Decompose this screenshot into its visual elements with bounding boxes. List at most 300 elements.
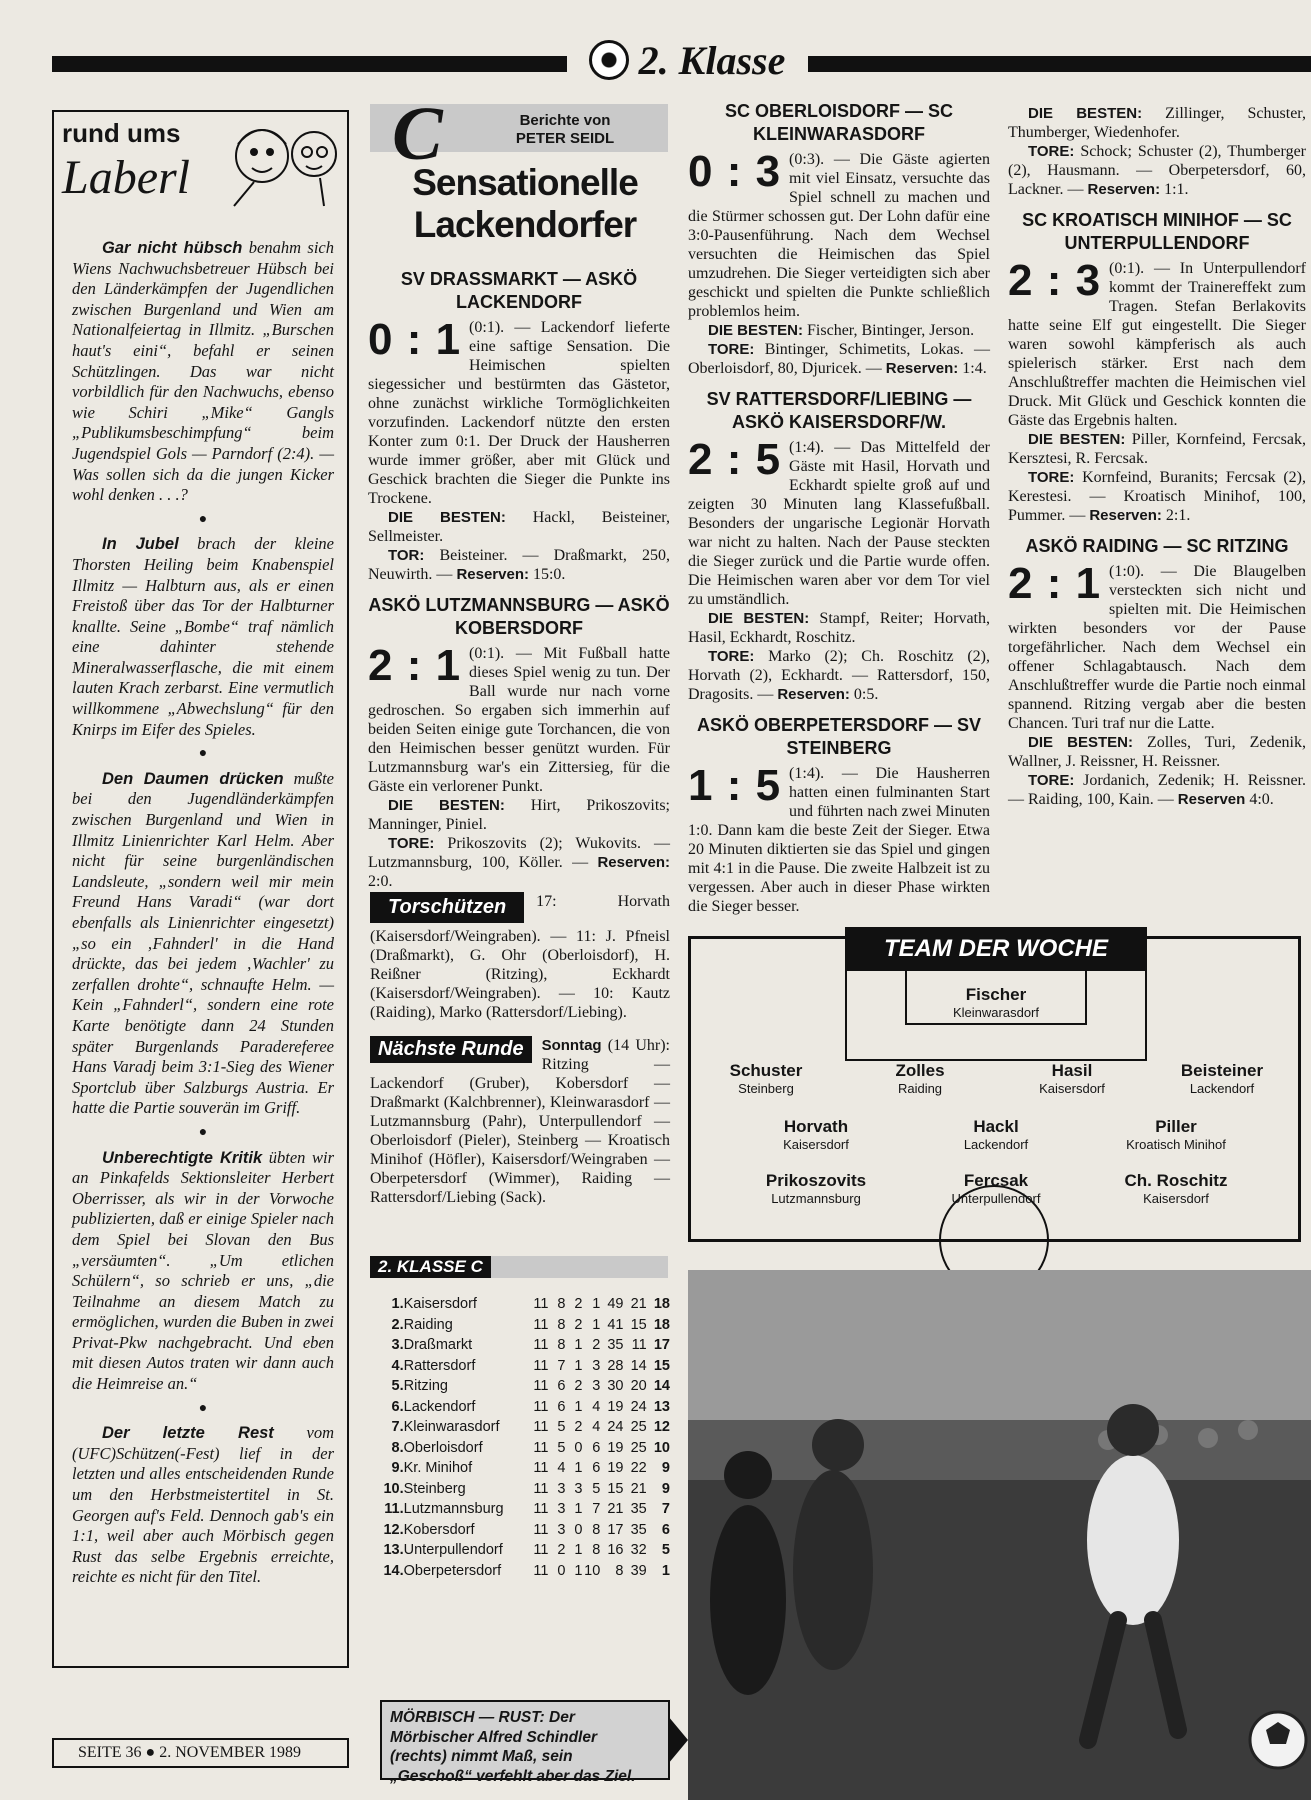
table-title: 2. KLASSE C	[370, 1256, 491, 1278]
goals-text: Marko (2); Ch. Roschitz (2), Horvath (2), Eckhardt. — Rattersdorf, 150, Dragosits. —	[688, 648, 990, 703]
sidebar-body: benahm sich Wiens Nachwuchsbetreuer Hübsch bei den Länderkämpfen der Jugendlichen zwischen Burgenland und Wien am Nationalfeiertag in Illmitz. „Burschen haut's eini“, befahl er seinen Schützlingen. Das war nicht vorbildlich für den Nachwuchs, ebenso wie Schiri „Mike“ Gangls „Publikumsbeschimpfung“ beim Jugendspiel Gols — Parndorf (2:4). — Was sollen sich da die jungen Kicker wohl denken . . .?	[72, 238, 334, 505]
table-row	[380, 1417, 670, 1438]
table-cell: 14	[630, 1357, 647, 1374]
table-cell: 7	[592, 1501, 601, 1518]
best-text: Stampf, Reiter; Horvath, Hasil, Eckhardt, Roschitz.	[688, 610, 991, 646]
best-label: DIE BESTEN:	[1028, 734, 1133, 751]
table-cell: 6	[557, 1398, 566, 1415]
player-club: Kleinwarasdorf	[953, 1005, 1039, 1020]
bullet-icon: ●	[198, 746, 208, 762]
best-label: DIE BESTEN:	[388, 509, 506, 526]
player-club: Lackendorf	[963, 1137, 1029, 1152]
table-cell: 5	[557, 1419, 566, 1436]
table-row	[380, 1458, 670, 1479]
table-cell: 3	[557, 1521, 566, 1538]
table-cell: 7	[661, 1501, 670, 1518]
match-title: SC OBERLOISDORF — SC KLEINWARASDORF	[724, 101, 953, 144]
goals-label: TORE:	[1028, 143, 1075, 160]
player-name: Hackl	[973, 1117, 1019, 1136]
goals-label: TOR:	[388, 547, 425, 564]
sidebar-body: mußte bei den Jugendländerkämpfen zwischen Burgenland und Wien in Illmitz Linienrichter Karl Helm. Aber nicht für seine burgenländischen Landsleute, „sondern weil mir mein Freund Hans Varadi“ (war dort ebenfalls als Linienrichter eingesetzt) „so ein ‚Fahnderl' in die Hand drückte, das bei jedem ‚Wachler' zu zerfallen drohte“, schnaufte Helm. — Kein „Fahnderl“, sondern eine rote Karte benötigte dann 24 Stunden später Burgenlands Paradereferee Hans Varadj beim 3:1-Sieg des Wiener Sportclub über Salzburgs Austria. Er hatte die Partie souverän im Griff.	[72, 768, 335, 1118]
table-cell: 5	[557, 1439, 566, 1456]
table-cell: 11.	[384, 1501, 404, 1518]
table-cell: 13	[653, 1398, 670, 1415]
headline: Sensationelle Lackendorfer	[412, 162, 638, 245]
table-row	[380, 1315, 670, 1336]
team-name-cell: Oberloisdorf	[403, 1439, 483, 1456]
best-label: DIE BESTEN:	[1028, 431, 1126, 448]
table-cell: 3	[574, 1480, 583, 1497]
goals-text: Schock; Schuster (2), Thumberger (2), Hausmann. — Oberpetersdorf, 60, Lackner. —	[1008, 143, 1306, 198]
table-row	[380, 1356, 670, 1377]
caption-box	[380, 1700, 670, 1785]
table-cell: 2	[574, 1378, 583, 1395]
sidebar-body: vom (UFC)Schützen(-Fest) lief in der letzten und alles entscheidenden Runde um den Herbstmeistertitel in St. Georgen auf's Feld. Dennoch gab's ein 1:1, weil aber auch Mörbisch gegen Rust das selbe Ergebnis erreichte, reichte es nicht für den Titel.	[72, 1423, 334, 1587]
player-name: Horvath	[783, 1117, 849, 1136]
sidebar-paragraph	[72, 1423, 334, 1588]
table-cell: 1	[574, 1337, 583, 1354]
team-of-week	[688, 936, 1301, 1242]
table-cell: 11	[533, 1439, 549, 1456]
goals-text: Bintinger, Schimetits, Lokas. — Oberloisdorf, 80, Djuricek. —	[688, 341, 990, 377]
best-text: Fischer, Bintinger, Jerson.	[803, 322, 975, 339]
table-cell: 13.	[383, 1542, 404, 1559]
sidebar-paragraph	[72, 769, 334, 1119]
table-cell: 1	[574, 1501, 583, 1518]
best-label: DIE BESTEN:	[1028, 105, 1143, 122]
table-cell: 8	[592, 1542, 601, 1559]
table-cell: 10.	[383, 1480, 404, 1497]
goals-label: TORE:	[388, 835, 435, 852]
team-name-cell: Kaisersdorf	[403, 1296, 477, 1313]
reserves-text: 1:1.	[1160, 181, 1189, 198]
reserves-label: Reserven:	[1089, 507, 1162, 524]
table-cell: 11	[533, 1542, 549, 1559]
table-cell: 11	[533, 1501, 549, 1518]
match-report	[368, 315, 670, 508]
match-best	[368, 508, 670, 546]
cartoon-faces-icon	[224, 116, 344, 208]
team-player	[741, 1117, 891, 1152]
player-club: Raiding	[897, 1081, 943, 1096]
match-goals	[1008, 468, 1306, 525]
reserves-text: 1:4.	[958, 360, 987, 377]
table-cell: 11	[533, 1480, 549, 1497]
reserves-text: 2:0.	[368, 873, 393, 890]
page-footer: SEITE 36 ● 2. NOVEMBER 1989	[52, 1738, 349, 1768]
table-cell: 17	[607, 1521, 624, 1538]
goals-text: Beisteiner. — Draßmarkt, 250, Neuwirth. —	[368, 547, 670, 583]
table-cell: 1	[574, 1562, 583, 1579]
sidebar-lead: Den Daumen drücken	[102, 769, 284, 788]
header-rule-right	[808, 56, 1311, 72]
table-cell: 8.	[391, 1439, 404, 1456]
player-club: Kaisersdorf	[783, 1137, 849, 1152]
table-row	[380, 1438, 670, 1459]
table-cell: 14.	[383, 1562, 404, 1579]
column-middle-top	[368, 262, 670, 891]
scorers-body: 17: Horvath (Kaisersdorf/Weingraben). — 11: J. Pfneisl (Draßmarkt), G. Ohr (Oberloisdorf), H. Reißner (Ritzing), Eckhardt (Kaisersdorf/Weingraben). — 10: Kautz (Raiding), Marko (Rattersdorf/Liebing).	[370, 893, 670, 1021]
match-title: SC KROATISCH MINIHOF — SC UNTERPULLENDORF	[1022, 210, 1292, 253]
reserves-label: Reserven:	[456, 566, 529, 583]
team-name-cell: Steinberg	[403, 1480, 466, 1497]
match-goals	[688, 647, 990, 704]
match-report	[1008, 559, 1306, 733]
table-cell: 3	[557, 1501, 566, 1518]
goals-text: Prikoszovits (2); Wukovits. — Lutzmannsburg, 100, Köller. —	[368, 835, 670, 871]
byline-author: PETER SEIDL	[515, 130, 615, 147]
team-name-cell: Unterpullendorf	[403, 1542, 503, 1559]
sidebar-paragraph	[72, 238, 334, 506]
scorers-text	[370, 892, 670, 1022]
table-cell: 11	[533, 1296, 549, 1313]
match-best	[368, 796, 670, 834]
table-cell: 6	[592, 1460, 601, 1477]
match-score: 2 : 1	[1008, 559, 1102, 608]
table-cell: 19	[607, 1460, 624, 1477]
table-cell: 35	[630, 1521, 647, 1538]
table-cell: 8	[615, 1562, 624, 1579]
table-cell: 1.	[391, 1296, 404, 1313]
table-row	[380, 1520, 670, 1541]
table-cell: 4	[592, 1398, 601, 1415]
match-report	[688, 147, 990, 321]
table-cell: 19	[607, 1398, 624, 1415]
reserves-label: Reserven:	[777, 686, 850, 703]
table-cell: 8	[592, 1521, 601, 1538]
table-cell: 11	[533, 1337, 549, 1354]
sidebar-lead: In Jubel	[102, 535, 179, 554]
table-cell: 24	[630, 1398, 647, 1415]
team-player	[1147, 1061, 1297, 1096]
match-title: SV RATTERSDORF/LIEBING — ASKÖ KAISERSDORF/W.	[706, 389, 972, 432]
reserves-text: 15:0.	[528, 566, 566, 583]
table-cell: 12.	[383, 1521, 404, 1538]
sidebar-lead: Der letzte Rest	[102, 1424, 274, 1443]
team-player	[921, 985, 1071, 1020]
table-row	[380, 1335, 670, 1356]
team-player	[691, 1061, 841, 1096]
table-cell: 3	[592, 1378, 601, 1395]
player-club: Unterpullendorf	[951, 1191, 1041, 1206]
match-title: SV DRASSMARKT — ASKÖ LACKENDORF	[400, 269, 638, 312]
sidebar-lead: Unberechtigte Kritik	[102, 1148, 263, 1167]
bullet-icon: ●	[198, 1400, 208, 1416]
match-title: ASKÖ OBERPETERSDORF — SV STEINBERG	[696, 715, 982, 758]
team-player	[845, 1061, 995, 1096]
table-cell: 1	[592, 1316, 601, 1333]
table-cell: 15	[607, 1480, 624, 1497]
table-cell: 16	[607, 1542, 624, 1559]
table-cell: 11	[533, 1562, 549, 1579]
table-row	[380, 1397, 670, 1418]
best-text: Zillinger, Schuster, Thumberger, Wiedenhofer.	[1008, 105, 1306, 141]
reserves-text: 4:0.	[1245, 791, 1274, 808]
table-cell: 1	[574, 1398, 583, 1415]
table-row	[380, 1499, 670, 1520]
initial-letter: C	[392, 92, 443, 176]
match-report	[1008, 256, 1306, 430]
table-cell: 2	[574, 1296, 583, 1313]
match-goals	[1008, 771, 1306, 809]
next-round-text	[370, 1036, 670, 1207]
goals-label: TORE:	[1028, 772, 1075, 789]
match-score: 2 : 3	[1008, 256, 1102, 305]
team-name-cell: Ritzing	[403, 1378, 448, 1395]
match-goals	[368, 834, 670, 891]
table-cell: 9	[661, 1480, 670, 1497]
match-best	[688, 321, 990, 340]
table-cell: 7.	[391, 1419, 404, 1436]
player-name: Schuster	[729, 1061, 803, 1080]
table-cell: 0	[574, 1439, 583, 1456]
match-best	[1008, 104, 1306, 142]
match-score: 2 : 5	[688, 435, 782, 484]
table-cell: 41	[607, 1316, 624, 1333]
player-name: Beisteiner	[1180, 1061, 1264, 1080]
team-player	[997, 1061, 1147, 1096]
table-cell: 4	[557, 1460, 566, 1477]
table-cell: 4.	[391, 1357, 404, 1374]
column-third	[688, 100, 990, 916]
table-cell: 25	[630, 1439, 647, 1456]
table-row	[380, 1376, 670, 1397]
match-goals	[1008, 142, 1306, 199]
sidebar-paragraph	[72, 534, 334, 740]
table-cell: 3	[557, 1480, 566, 1497]
table-cell: 2	[574, 1419, 583, 1436]
player-name: Fischer	[965, 985, 1027, 1004]
match-text: (1:0). — Die Blaugelben versteckten sich nicht und spielten mit. Die Heimischen wirkten besonders vor der Pause torgefährlicher. Nach dem Wechsel ein offener Schlagabtausch. Nach dem Anschlußtreffer wurde die Partie noch einmal spannend. Ritzing vergab aber die besten Chancen. Turi traf nur die Latte.	[1008, 563, 1306, 732]
player-club: Steinberg	[738, 1081, 794, 1096]
team-player	[921, 1171, 1071, 1206]
table-cell: 5	[592, 1480, 601, 1497]
table-cell: 6	[592, 1439, 601, 1456]
table-cell: 0	[574, 1521, 583, 1538]
table-cell: 18	[653, 1296, 670, 1313]
table-cell: 8	[557, 1337, 566, 1354]
section-title	[567, 38, 807, 82]
match-text: (0:1). — In Unterpullendorf kommt der Trainereffekt zum Tragen. Stefan Berlakovits hatte seine Elf gut eingestellt. Die Sieger waren sowohl kämpferisch als auch spielerisch stärker. Erst nach dem Anschlußtreffer machten die Heimischen viel Druck. Mit Glück und Geschick konnten die Gäste das Ergebnis halten.	[1008, 260, 1306, 429]
table-cell: 30	[607, 1378, 624, 1395]
table-cell: 11	[533, 1419, 549, 1436]
table-cell: 32	[630, 1542, 647, 1559]
reserves-text: 2:1.	[1161, 507, 1191, 524]
team-name-cell: Lackendorf	[403, 1398, 476, 1415]
table-cell: 22	[630, 1460, 647, 1477]
match-best	[1008, 430, 1306, 468]
match-score: 0 : 3	[688, 147, 782, 196]
section-title-text: 2. Klasse	[638, 37, 786, 83]
table-cell: 5	[661, 1542, 670, 1559]
player-club: Kroatisch Minihof	[1126, 1137, 1226, 1152]
match-title: ASKÖ LUTZMANNSBURG — ASKÖ KOBERSDORF	[368, 595, 670, 638]
table-row	[380, 1479, 670, 1500]
team-player	[1101, 1117, 1251, 1152]
table-cell: 1	[661, 1562, 670, 1579]
table-cell: 11	[533, 1378, 549, 1395]
table-cell: 3	[592, 1357, 601, 1374]
best-text: Hirt, Prikoszovits; Manninger, Piniel.	[368, 797, 670, 833]
match-photo	[688, 1270, 1311, 1800]
sidebar-body: übten wir an Pinkafelds Sektionsleiter Herbert Oberrisser, als wir in der Vorwoche publizierten, daß er einige Spieler nach dem Spiel bei Slovan den Bus „versäumten“. „Um etlichen Schülern“, so schrieb er uns, „die Teilnahme an diesem Match zu ermöglichen, wurden die Buben in zwei Privat-Pkw nachgebracht. Und eben mit diesen Autos traten wir dann auch die Heimreise an.“	[72, 1147, 334, 1394]
table-cell: 11	[631, 1337, 647, 1354]
table-cell: 0	[557, 1562, 566, 1579]
bullet-icon: ●	[198, 1124, 208, 1140]
table-cell: 19	[607, 1439, 624, 1456]
team-name-cell: Rattersdorf	[403, 1357, 476, 1374]
table-cell: 4	[592, 1419, 601, 1436]
table-cell: 15	[630, 1316, 647, 1333]
scorers-label: Torschützen	[370, 892, 524, 923]
player-name: Ch. Roschitz	[1124, 1171, 1228, 1190]
player-club: Kaisersdorf	[1039, 1081, 1105, 1096]
next-round-body: (14 Uhr): Ritzing — Lackendorf (Gruber), Kobersdorf — Draßmarkt (Kalchbrenner), Kleinwarasdorf — Lutzmannsburg (Pahr), Unterpullendorf — Oberloisdorf (Pieler), Steinberg — Kroatisch Minihof (Höfler), Kaisersdorf/Weingraben — Oberpetersdorf (Wimmer), Raiding — Rattersdorf/Liebing (Sack).	[370, 1037, 670, 1206]
match-report	[688, 761, 990, 916]
caption-arrow-icon	[668, 1716, 688, 1764]
table-cell: 21	[630, 1296, 647, 1313]
table-cell: 10	[584, 1562, 601, 1579]
table-cell: 17	[653, 1337, 670, 1354]
team-name-cell: Raiding	[403, 1316, 453, 1333]
sidebar-box	[52, 110, 349, 1668]
table-cell: 11	[533, 1460, 549, 1477]
player-name: Zolles	[895, 1061, 945, 1080]
player-club: Lackendorf	[1189, 1081, 1255, 1096]
player-name: Fercsak	[963, 1171, 1029, 1190]
table-cell: 10	[653, 1439, 670, 1456]
match-report	[368, 641, 670, 796]
table-cell: 2	[557, 1542, 566, 1559]
goals-label: TORE:	[708, 341, 755, 358]
table-cell: 35	[607, 1337, 624, 1354]
byline	[470, 112, 660, 148]
team-player	[741, 1171, 891, 1206]
match-goals	[688, 340, 990, 378]
reserves-label: Reserven	[1177, 791, 1246, 808]
best-label: DIE BESTEN:	[388, 797, 505, 814]
reserves-label: Reserven:	[1087, 181, 1161, 198]
match-text: (1:4). — Die Hausherren hatten einen fulminanten Start und führten nach zwei Minuten 1:0. Dann kam die beste Zeit der Sieger. Etwa 20 Minuten diktierten sie das Spiel und gingen mit 4:1 in die Pause. Die zweite Halbzeit ist zu vergessen. Aber auch in dieser Phase wirkten die Sieger besser.	[688, 765, 990, 915]
goals-text: Kornfeind, Buranits; Fercsak (2), Kerestesi. — Kroatisch Minihof, 100, Pummer. —	[1008, 469, 1306, 524]
next-round-label: Nächste Runde	[370, 1036, 532, 1063]
sidebar-lead: Gar nicht hübsch	[102, 239, 243, 257]
football-icon	[589, 40, 629, 80]
table-cell: 11	[533, 1521, 549, 1538]
match-photo-illustration	[688, 1270, 1311, 1800]
reserves-text: 0:5.	[849, 686, 879, 703]
table-cell: 11	[533, 1357, 549, 1374]
match-score: 0 : 1	[368, 315, 462, 364]
player-name: Piller	[1155, 1117, 1197, 1136]
team-name-cell: Kobersdorf	[403, 1521, 475, 1538]
goals-label: TORE:	[1028, 469, 1075, 486]
best-label: DIE BESTEN:	[708, 322, 804, 339]
match-text: (0:3). — Die Gäste agierten mit viel Einsatz, versuchte das Spiel schnell zu machen und die Stürmer schossen gut. Der Lohn dafür eine 3:0-Pausenführung. Nach dem Wechsel versuchten die Heimischen das Spiel umzudrehen. Die Sieger verteidigten sich aber geschickt und spielten die Punkte schließlich problemlos heim.	[688, 151, 990, 320]
best-text: Piller, Kornfeind, Fercsak, Kersztesi, R. Fercsak.	[1008, 431, 1306, 467]
table-row	[380, 1561, 670, 1582]
table-cell: 28	[607, 1357, 624, 1374]
table-cell: 15	[653, 1357, 670, 1374]
team-player	[921, 1117, 1071, 1152]
team-player	[1101, 1171, 1251, 1206]
table-cell: 11	[533, 1316, 549, 1333]
team-name-cell: Kleinwarasdorf	[403, 1419, 500, 1436]
header-rule-left	[52, 56, 567, 72]
table-cell: 9	[661, 1460, 670, 1477]
match-best	[1008, 733, 1306, 771]
table-cell: 21	[630, 1480, 647, 1497]
match-title: ASKÖ RAIDING — SC RITZING	[1025, 536, 1289, 556]
table-cell: 6	[557, 1378, 566, 1395]
goals-label: TORE:	[708, 648, 755, 665]
table-cell: 20	[630, 1378, 647, 1395]
sidebar-title-top: rund ums	[62, 118, 181, 148]
next-round-lead: Sonntag	[541, 1037, 602, 1054]
player-name: Hasil	[1051, 1061, 1093, 1080]
sidebar-paragraph	[72, 1148, 334, 1395]
table-cell: 7	[557, 1357, 566, 1374]
table-cell: 6.	[391, 1398, 404, 1415]
team-name-cell: Oberpetersdorf	[403, 1562, 502, 1579]
reserves-label: Reserven:	[597, 854, 670, 871]
table-cell: 12	[653, 1419, 670, 1436]
team-name-cell: Lutzmannsburg	[403, 1501, 504, 1518]
sidebar-body: brach der kleine Thorsten Heiling beim Knabenspiel Illmitz — Halbturn aus, als er einen Freistoß über das Tor der Halbturner knallte. Seine „Bombe“ traf nämlich eine dahinter stehende Mineralwasserflasche, die mit einem lauten Krach zerbarst. Eine vermutlich willkommene „Abwechslung“ für den Knirps im Eifer des Spieles.	[72, 534, 334, 739]
match-text: (1:4). — Das Mittelfeld der Gäste mit Hasil, Horvath und Eckhardt spielte groß auf und zeigten 30 Minuten lang Klassefußball. Besonders der ungarische Legionär Horvath war nicht zu halten. Nach der Pause steckten die Sieger zurück und die Partie wurde offen. Die Heimischen waren aber vor dem Tor viel zu umständlich.	[688, 439, 990, 608]
match-report	[688, 435, 990, 609]
match-text: (0:1). — Mit Fußball hatte dieses Spiel wenig zu tun. Der Ball wurde nur nach vorne gedroschen. So ergaben sich immerhin auf beiden Seiten einige gute Torchancen, die von den Heimischen besser genützt wurden. Für Lutzmannsburg war's ein Zittersieg, für die Gäste ein verlorener Punkt.	[368, 645, 670, 795]
league-table	[380, 1294, 670, 1581]
table-cell: 8	[557, 1296, 566, 1313]
table-cell: 3.	[391, 1337, 404, 1354]
goals-text: Jordanich, Zedenik; H. Reissner. — Raiding, 100, Kain. —	[1008, 772, 1306, 808]
team-title: TEAM DER WOCHE	[845, 927, 1147, 971]
table-cell: 6	[661, 1521, 670, 1538]
byline-label: Berichte von	[519, 112, 611, 129]
match-score: 1 : 5	[688, 761, 782, 810]
photo-caption: MÖRBISCH — RUST: Der Mörbischer Alfred Schindler (rechts) nimmt Maß, sein „Geschoß“ verfehlt aber das Ziel.	[390, 1709, 636, 1785]
table-cell: 11	[533, 1398, 549, 1415]
table-cell: 8	[557, 1316, 566, 1333]
table-cell: 21	[607, 1501, 624, 1518]
table-cell: 5.	[391, 1378, 404, 1395]
table-cell: 25	[630, 1419, 647, 1436]
match-text: (0:1). — Lackendorf lieferte eine saftige Sensation. Die Heimischen spielten siegessicher und bestürmten das Gästetor, ohne zunächst wirkliche Tormöglichkeiten vorzufinden. Lackendorf nützte den ersten Konter zum 0:1. Der Druck der Hausherren wurde immer größer, aber mit Glück und Geschick brachten die Sieger die Punkte ins Trockene.	[368, 319, 670, 507]
table-cell: 1	[592, 1296, 601, 1313]
match-goals	[368, 546, 670, 584]
sidebar-text	[72, 238, 334, 1592]
table-cell: 1	[574, 1357, 583, 1374]
table-cell: 14	[653, 1378, 670, 1395]
team-name-cell: Draßmarkt	[403, 1337, 473, 1354]
match-score: 2 : 1	[368, 641, 462, 690]
scorers-block	[370, 892, 670, 1022]
reserves-label: Reserven:	[885, 360, 959, 377]
best-text: Hackl, Beisteiner, Sellmeister.	[368, 509, 670, 545]
table-cell: 49	[607, 1296, 624, 1313]
bullet-icon: ●	[198, 511, 208, 527]
next-round-block	[370, 1036, 670, 1207]
table-cell: 9.	[391, 1460, 404, 1477]
best-label: DIE BESTEN:	[708, 610, 810, 627]
column-fourth	[1008, 104, 1306, 809]
table-cell: 35	[630, 1501, 647, 1518]
table-cell: 2.	[391, 1316, 404, 1333]
table-cell: 1	[574, 1460, 583, 1477]
player-club: Kaisersdorf	[1143, 1191, 1209, 1206]
best-text: Zolles, Turi, Zedenik, Wallner, J. Reissner, H. Reissner.	[1008, 734, 1306, 770]
